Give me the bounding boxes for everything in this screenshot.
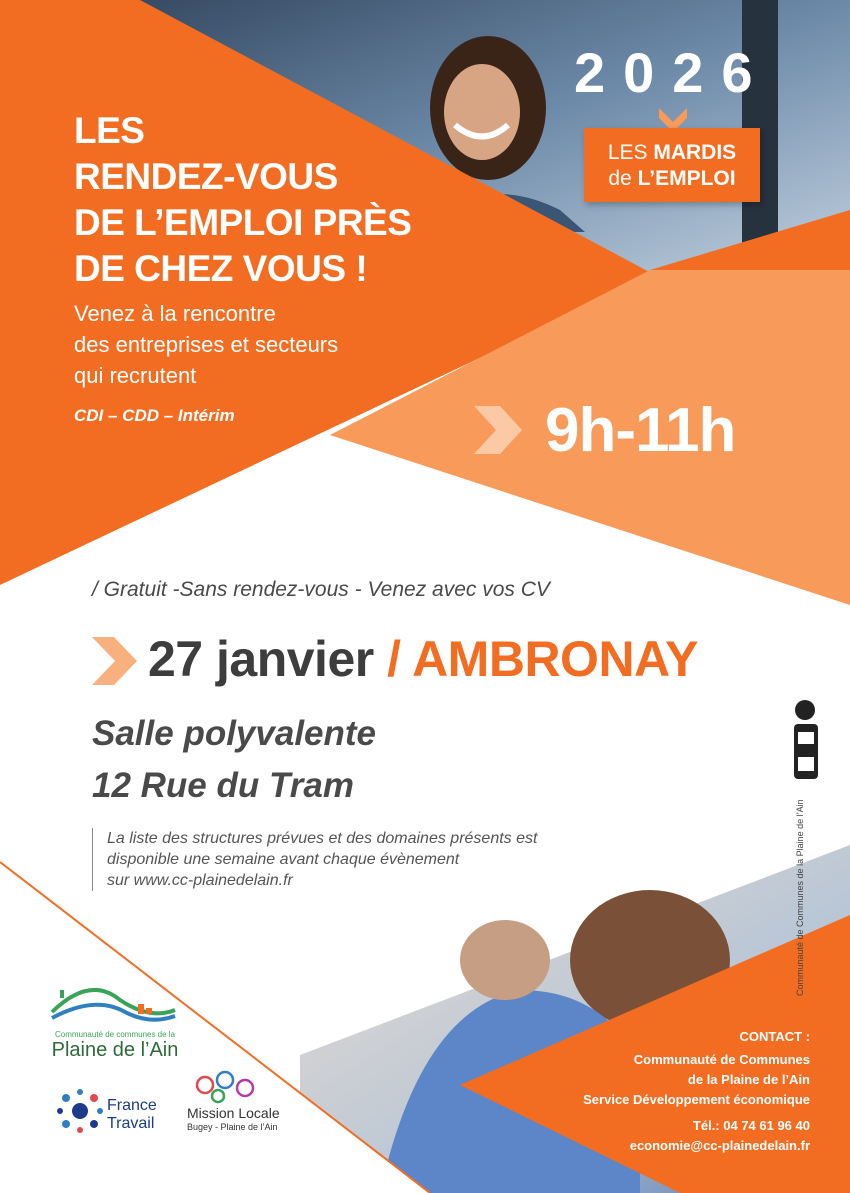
mission-locale-sub: Bugey - Plaine de l’Ain: [187, 1122, 278, 1132]
event-date: 27 janvier: [148, 631, 374, 687]
recycling-logo-icon: [794, 700, 818, 779]
hero-title: [74, 108, 411, 292]
hero-title-line: RENDEZ-VOUS: [74, 156, 338, 197]
intro-text: [74, 298, 338, 391]
france-travail-line: Travail: [107, 1115, 155, 1132]
contact-heading: CONTACT :: [739, 1029, 810, 1044]
chevron-right-icon: [92, 637, 137, 685]
badge-prefix: LES: [607, 141, 654, 164]
note-line: disponible une semaine avant chaque évènement: [107, 851, 460, 868]
note-line: La liste des structures prévues et des domaines présents est: [107, 830, 538, 847]
plaine-logo-small: Communauté de communes de la: [54, 1030, 176, 1039]
mardis-emploi-badge: [584, 128, 760, 202]
badge-prefix: de: [608, 167, 638, 190]
venue-line: 12 Rue du Tram: [92, 766, 354, 805]
contact-block: [583, 1027, 810, 1156]
contact-phone: Tél.: 04 74 61 96 40: [692, 1118, 810, 1133]
event-date-line: [148, 630, 698, 688]
badge-strong: MARDIS: [653, 141, 737, 164]
hero-title-line: DE CHEZ VOUS !: [74, 248, 368, 289]
plaine-logo-text: [50, 1030, 180, 1062]
event-city: AMBRONAY: [412, 631, 698, 687]
venue-line: Salle polyvalente: [92, 714, 377, 753]
year-label: 2026: [574, 41, 771, 104]
contact-line: Communauté de Communes: [633, 1052, 810, 1067]
venue-address: [92, 708, 376, 812]
vertical-credit: Communauté de Communes de la Plaine de l’Ain: [795, 799, 805, 996]
mission-locale-logo: [187, 1106, 280, 1134]
badge-strong: L’EMPLOI: [637, 167, 736, 190]
intro-line: qui recrutent: [74, 363, 197, 388]
hours-label: 9h-11h: [545, 396, 736, 465]
contact-line: de la Plaine de l’Ain: [687, 1072, 810, 1087]
intro-line: Venez à la rencontre: [74, 301, 276, 326]
free-entry-text: / Gratuit -Sans rendez-vous - Venez avec vos CV: [92, 578, 550, 601]
note-line: sur www.cc-plainedelain.fr: [107, 872, 293, 889]
hero-title-line: LES: [74, 110, 145, 151]
structures-note: [92, 828, 537, 891]
date-separator: /: [387, 631, 401, 687]
france-travail-line: France: [107, 1097, 157, 1114]
contract-types: CDI – CDD – Intérim: [74, 406, 235, 425]
france-travail-logo: [107, 1097, 157, 1133]
contact-email: economie@cc-plainedelain.fr: [629, 1138, 810, 1153]
hero-title-line: DE L’EMPLOI PRÈS: [74, 202, 412, 243]
mission-locale-name: Mission Locale: [187, 1105, 280, 1121]
plaine-logo-name: Plaine de l’Ain: [51, 1039, 179, 1061]
contact-line: Service Développement économique: [583, 1092, 810, 1107]
intro-line: des entreprises et secteurs: [74, 332, 339, 357]
